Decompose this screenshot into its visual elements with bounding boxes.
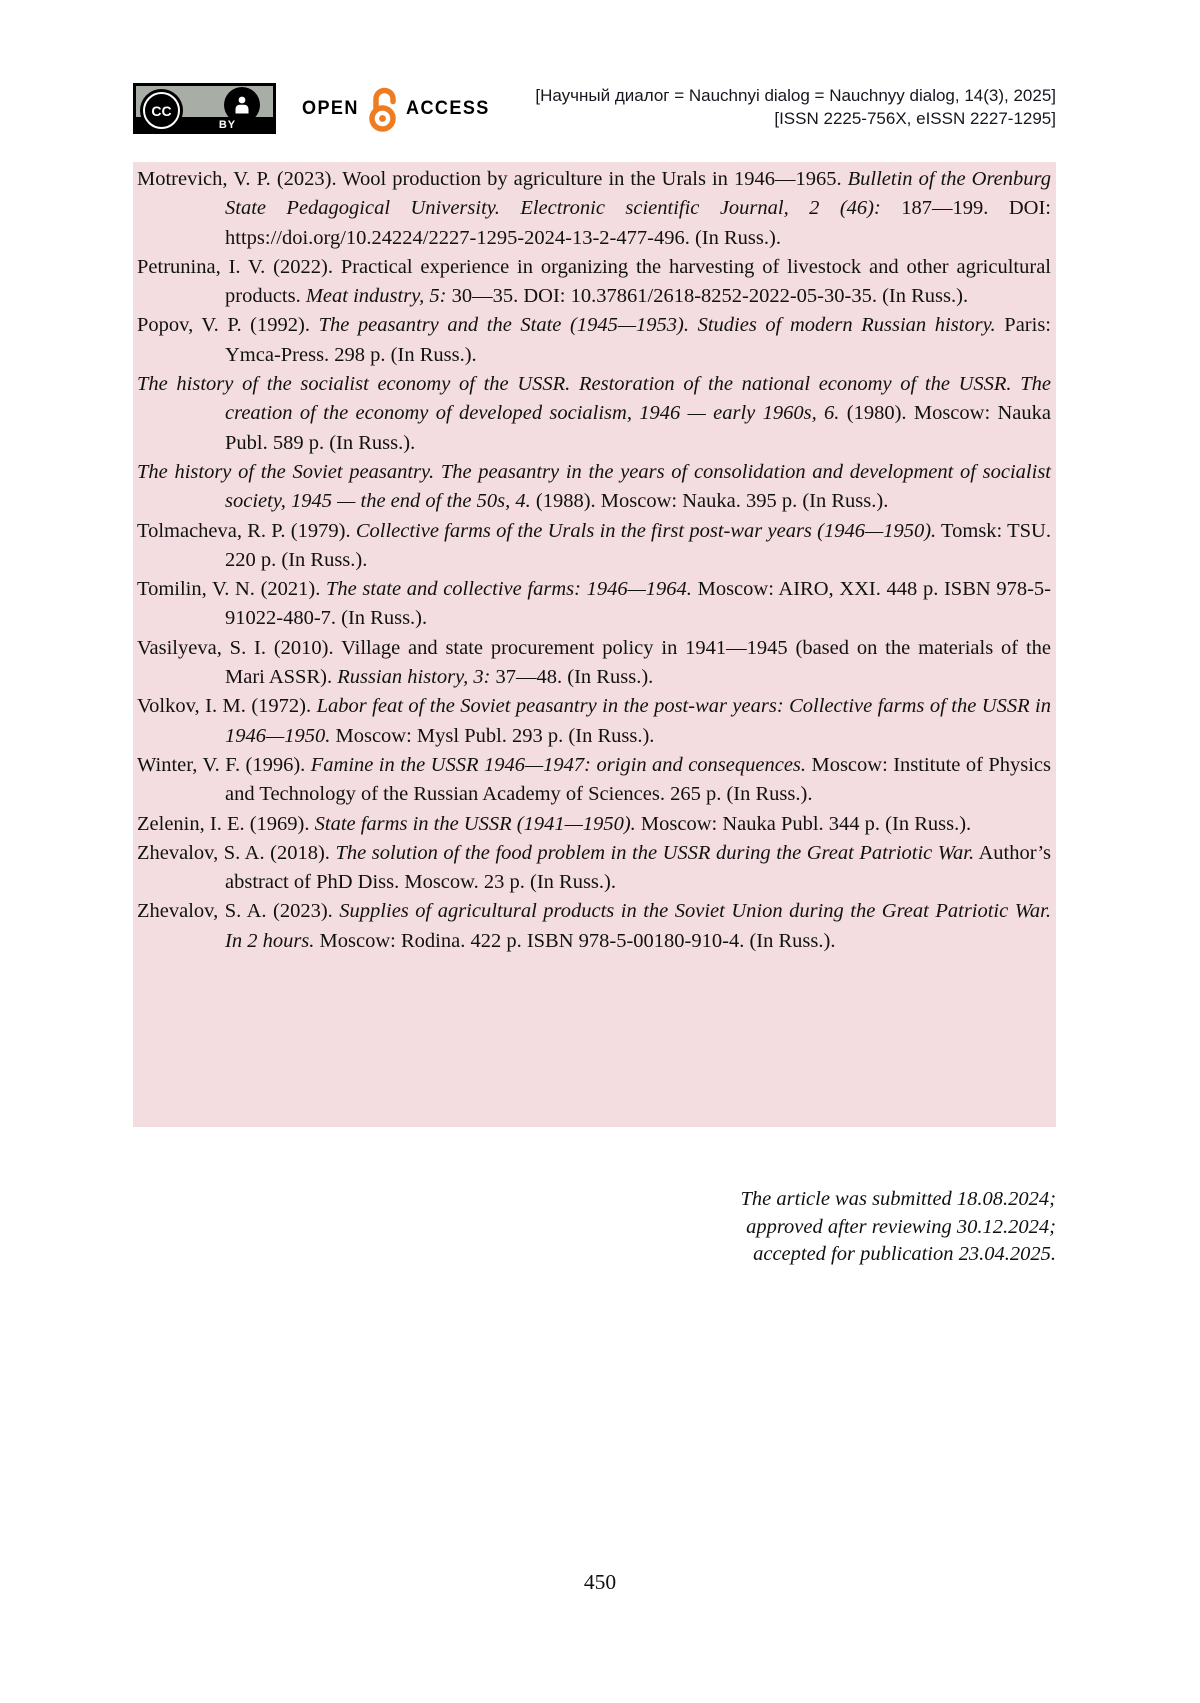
reference-text: Moscow: Rodina. 422 p. ISBN 978-5-00180-910-4. (In Russ.). <box>314 929 836 952</box>
cc-by-label: BY <box>133 117 276 134</box>
open-access-logo <box>302 86 494 132</box>
reference-title-italic: The peasantry and the State (1945—1953). Studies of modern Russian history. <box>318 314 996 337</box>
reference-text: Tomilin, V. N. (2021). <box>137 578 327 601</box>
reference-text: Zhevalov, S. A. (2018). <box>137 841 336 864</box>
reference-text: Tomsk: TSU. 220 p. (In Russ.). <box>225 519 1051 571</box>
reference-text: Vasilyeva, S. I. (2010). Village and state procurement policy in 1941—1945 (based on the materials of the Mari ASSR). <box>137 636 1051 689</box>
reference-entry <box>137 839 1051 898</box>
reference-text: Moscow: AIRO, XXI. 448 p. ISBN 978-5-91022-480-7. (In Russ.). <box>225 578 1051 630</box>
reference-text: Moscow: Institute of Physics and Technology of the Russian Academy of Sciences. 265 p. (In Russ.). <box>225 753 1052 806</box>
reference-text: 30—35. DOI: 10.37861/2618-8252-2022-05-30-35. (In Russ.). <box>446 285 969 308</box>
reference-entry <box>137 370 1051 458</box>
reference-title-italic: The history of the Soviet peasantry. The peasantry in the years of consolidation and development of socialist society, 1945 — the end of the 50s, 4. <box>137 460 1051 513</box>
reference-text: (1988). Moscow: Nauka. 395 p. (In Russ.). <box>530 490 889 513</box>
reference-text: Zhevalov, S. A. (2023). <box>137 900 340 923</box>
reference-text: Zelenin, I. E. (1969). <box>137 812 315 835</box>
reference-title-italic: Bulletin of the Orenburg State Pedagogical University. Electronic scientific Journal, 2 (46): <box>225 168 1052 220</box>
reference-entry <box>137 311 1051 370</box>
reference-entry <box>137 575 1051 634</box>
reference-title-italic: Meat industry, 5: <box>305 285 447 308</box>
reference-text: Moscow: Mysl Publ. 293 p. (In Russ.). <box>330 724 655 747</box>
reference-text: Volkov, I. M. (1972). <box>137 695 317 718</box>
reference-text: 37—48. (In Russ.). <box>490 666 654 689</box>
reference-entry <box>137 165 1051 253</box>
journal-issn-line: [ISSN 2225-756X, eISSN 2227-1295] <box>774 109 1056 128</box>
reference-entry <box>137 810 1051 839</box>
reference-entry <box>137 897 1051 956</box>
reference-text: Moscow: Nauka Publ. 344 p. (In Russ.). <box>635 812 972 835</box>
reference-title-italic: State farms in the USSR (1941—1950). <box>314 812 636 835</box>
reference-entry <box>137 517 1051 576</box>
reference-text: 187—199. DOI: https://doi.org/10.24224/2227-1295-2024-13-2-477-496. (In Russ.). <box>225 197 1051 249</box>
accepted-date-line: accepted for publication 23.04.2025. <box>753 1243 1056 1266</box>
reference-title-italic: The history of the socialist economy of the USSR. Restoration of the national economy of the USSR. The creation of the economy of developed socialism, 1946 — early 1960s, 6. <box>137 373 1051 425</box>
approved-date-line: approved after reviewing 30.12.2024; <box>746 1215 1056 1238</box>
references-list <box>133 162 1056 1127</box>
reference-entry <box>137 692 1051 751</box>
reference-title-italic: Labor feat of the Soviet peasantry in the post-war years: Collective farms of the USSR in 1946—1950. <box>225 695 1052 747</box>
submission-dates <box>741 1186 1056 1269</box>
reference-title-italic: Famine in the USSR 1946—1947: origin and consequences. <box>310 753 807 776</box>
reference-entry <box>137 751 1051 810</box>
cc-by-license-badge <box>133 83 276 134</box>
reference-text: (1980). Moscow: Nauka Publ. 589 p. (In Russ.). <box>225 402 1051 454</box>
reference-title-italic: Collective farms of the Urals in the first post-war years (1946—1950). <box>355 519 937 542</box>
reference-entry <box>137 634 1051 693</box>
cc-icon <box>140 89 183 132</box>
cc-icon-label: CC <box>143 92 180 129</box>
reference-text: Author’s abstract of PhD Diss. Moscow. 23 p. (In Russ.). <box>225 841 1051 894</box>
open-access-word-open: OPEN <box>302 98 359 119</box>
reference-text: Winter, V. F. (1996). <box>137 753 311 776</box>
journal-header-info <box>535 84 1056 130</box>
reference-entry <box>137 253 1051 312</box>
reference-text: Petrunina, I. V. (2022). Practical experience in organizing the harvesting of livestock and other agricultural products. <box>137 255 1051 308</box>
reference-title-italic: Russian history, 3: <box>337 666 491 689</box>
reference-text: Paris: Ymca-Press. 298 p. (In Russ.). <box>225 314 1051 366</box>
open-access-word-access: ACCESS <box>405 98 490 119</box>
reference-text: Motrevich, V. P. (2023). Wool production by agriculture in the Urals in 1946—1965. <box>137 168 848 190</box>
reference-entry <box>137 458 1051 517</box>
page-number: 450 <box>583 1570 617 1594</box>
reference-text: Tolmacheva, R. P. (1979). <box>137 519 356 542</box>
reference-title-italic: Supplies of agricultural products in the Soviet Union during the Great Patriotic War. In 2 hours. <box>225 900 1051 952</box>
reference-title-italic: The solution of the food problem in the USSR during the Great Patriotic War. <box>335 841 975 864</box>
journal-title-line: [Научный диалог = Nauchnyi dialog = Nauchnyy dialog, 14(3), 2025] <box>535 86 1056 105</box>
reference-text: Popov, V. P. (1992). <box>137 314 319 337</box>
reference-title-italic: The state and collective farms: 1946—1964. <box>326 578 692 601</box>
submitted-date-line: The article was submitted 18.08.2024; <box>740 1188 1056 1210</box>
open-lock-icon <box>367 85 401 133</box>
